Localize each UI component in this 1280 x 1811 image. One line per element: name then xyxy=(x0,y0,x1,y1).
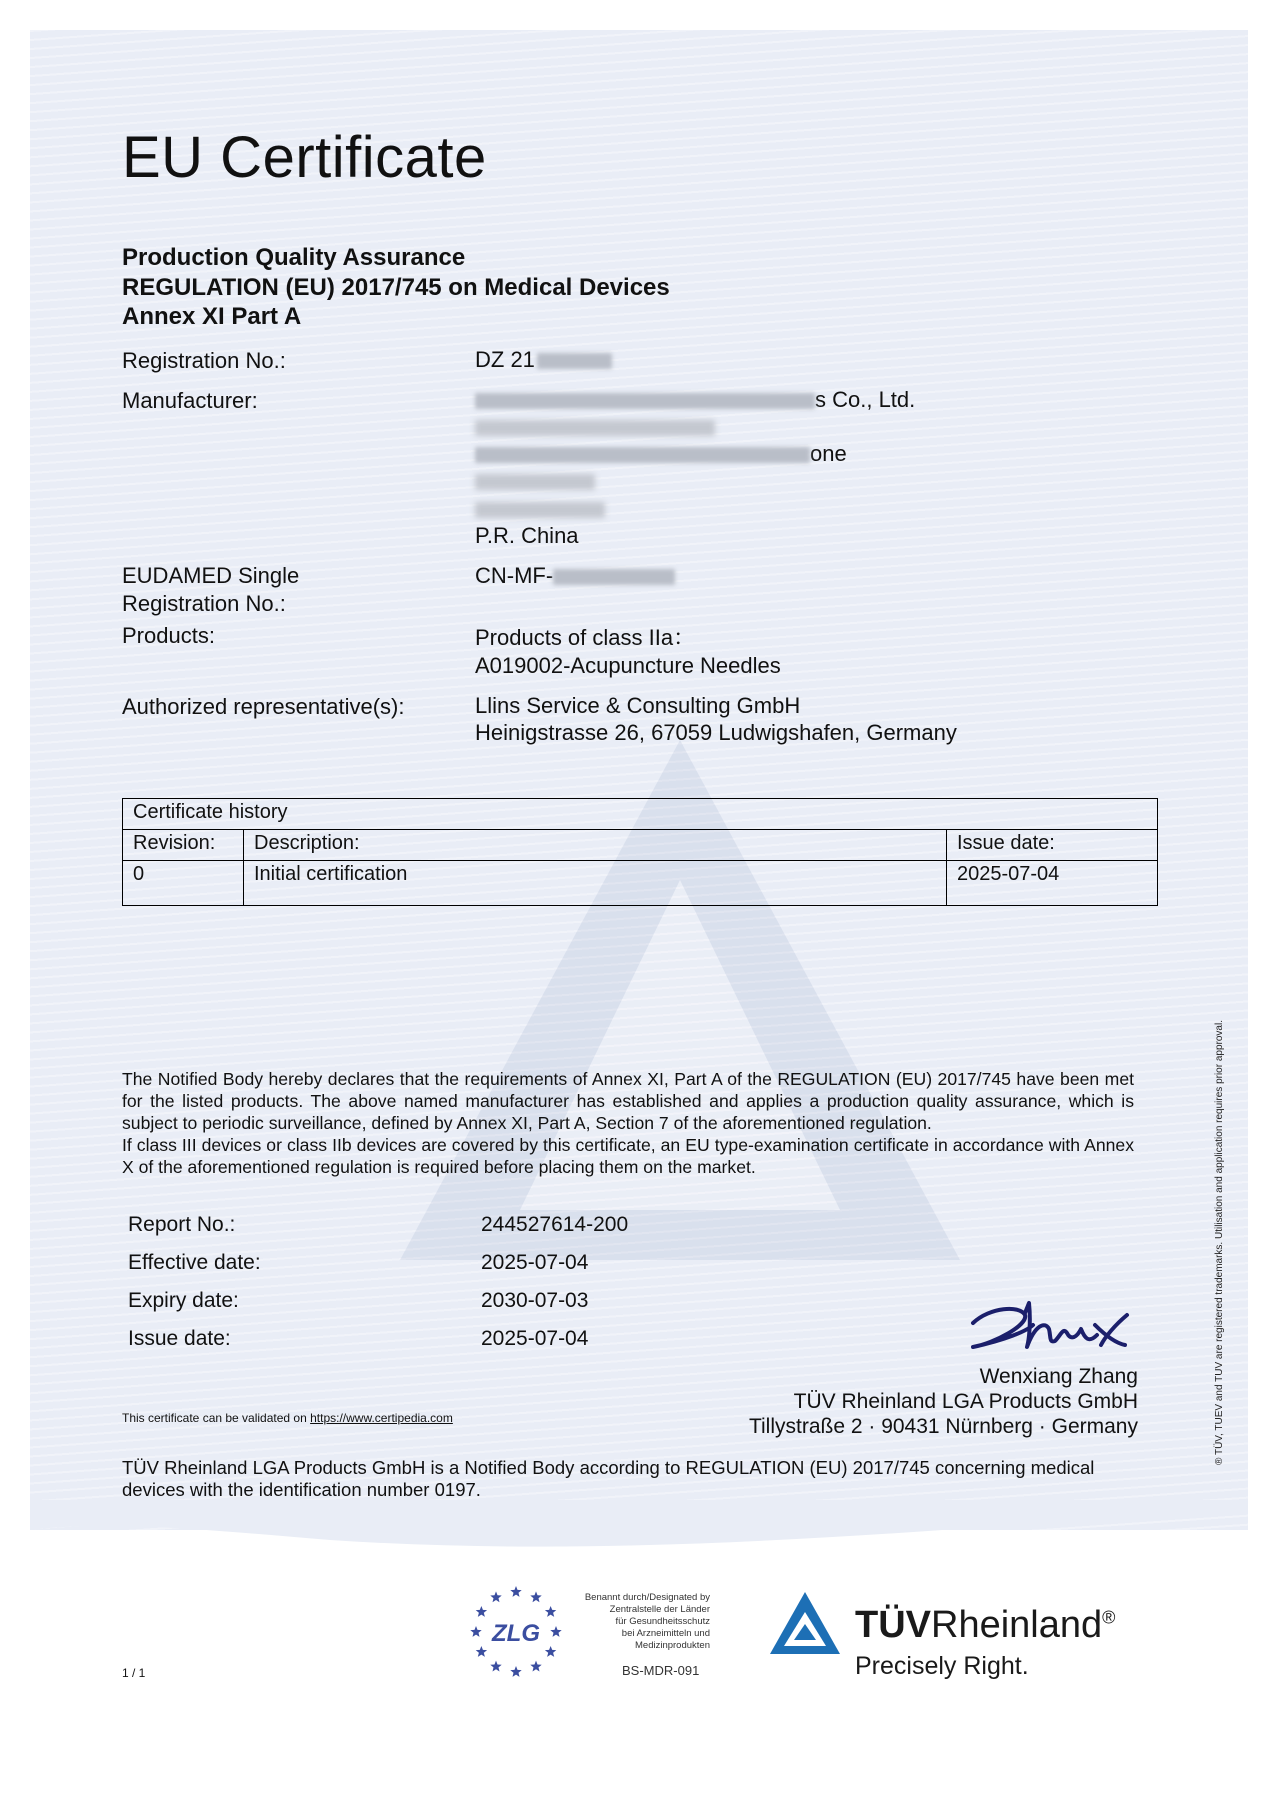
issue-label: Issue date: xyxy=(128,1327,231,1350)
tuv-brand-rest: Rheinland xyxy=(931,1604,1103,1646)
tuv-brand xyxy=(855,1604,1115,1647)
zlg-star-icon xyxy=(545,1646,556,1657)
document-title: EU Certificate xyxy=(122,125,487,190)
declaration-paragraph-1: The Notified Body hereby declares that the requirements of Annex XI, Part A of the REGULATION (EU) 2017/745 have been met for the listed products. The above named manufacturer has established and applies a production quality assurance, which is subject to periodic surveillance, defined by Annex XI, Part A, Section 7 of the aforementioned regulation. xyxy=(122,1069,1134,1133)
zlg-designation xyxy=(570,1592,710,1652)
signer-name: Wenxiang Zhang xyxy=(979,1365,1138,1388)
manufacturer-country: P.R. China xyxy=(475,523,579,548)
validation-note xyxy=(122,1411,453,1425)
authrep-line-2: Heinigstrasse 26, 67059 Ludwigshafen, Germany xyxy=(475,720,957,745)
zlg-star-icon xyxy=(470,1626,481,1637)
zlg-line-4: Medizinprodukten xyxy=(635,1640,710,1651)
report-value: 244527614-200 xyxy=(481,1213,629,1236)
registered-mark: ® xyxy=(1102,1607,1116,1628)
redacted-block xyxy=(475,474,595,490)
zlg-star-icon xyxy=(530,1661,541,1672)
zlg-star-icon xyxy=(530,1591,541,1602)
zlg-star-icon xyxy=(510,1666,521,1677)
zlg-designated-by: Benannt durch/Designated by xyxy=(584,1592,710,1603)
redacted-block xyxy=(537,353,612,369)
signer-address: Tillystraße 2 · 90431 Nürnberg · Germany xyxy=(748,1415,1138,1438)
products-line-2: A019002-Acupuncture Needles xyxy=(475,653,781,678)
declaration-text xyxy=(122,1068,1134,1178)
zlg-line-2: für Gesundheitsschutz xyxy=(615,1616,710,1627)
redacted-block xyxy=(475,502,605,518)
tuv-triangle-logo xyxy=(768,1590,842,1656)
expiry-label: Expiry date: xyxy=(128,1289,239,1312)
authrep-line-1: Llins Service & Consulting GmbH xyxy=(475,693,801,718)
table-row xyxy=(123,861,1158,906)
zlg-star-icon xyxy=(490,1591,501,1602)
zlg-logo-text: ZLG xyxy=(492,1620,540,1647)
page-wave-edge xyxy=(30,1500,1248,1560)
eudamed-label-2: Registration No.: xyxy=(122,591,286,616)
redacted-block xyxy=(475,393,815,409)
issue-value: 2025-07-04 xyxy=(481,1327,589,1350)
subtitle-line-2: REGULATION (EU) 2017/745 on Medical Devices xyxy=(122,274,670,301)
registration-value xyxy=(475,346,612,374)
signature xyxy=(965,1285,1150,1355)
eudamed-value xyxy=(475,562,675,590)
manufacturer-line-3 xyxy=(475,440,847,468)
validation-text: This certificate can be validated on xyxy=(122,1411,311,1425)
history-revision: 0 xyxy=(123,861,244,906)
eudamed-prefix: CN-MF- xyxy=(475,563,554,588)
zlg-star-icon xyxy=(476,1646,487,1657)
zlg-star-icon xyxy=(510,1586,521,1597)
registration-label: Registration No.: xyxy=(122,348,286,373)
products-line-1: Products of class IIa： xyxy=(475,625,696,650)
authrep-label: Authorized representative(s): xyxy=(122,694,405,719)
history-col-revision: Revision: xyxy=(123,830,244,861)
redacted-block xyxy=(553,569,675,585)
zlg-code: BS-MDR-091 xyxy=(622,1663,700,1678)
zlg-line-1: Zentralstelle der Länder xyxy=(609,1604,710,1615)
zlg-star-icon xyxy=(476,1606,487,1617)
report-label: Report No.: xyxy=(128,1213,236,1236)
page-number: 1 / 1 xyxy=(122,1666,146,1680)
tuv-brand-bold: TÜV xyxy=(855,1604,931,1646)
effective-label: Effective date: xyxy=(128,1251,261,1274)
history-col-description: Description: xyxy=(244,830,947,861)
zlg-star-icon xyxy=(550,1626,561,1637)
zlg-line-3: bei Arzneimitteln und xyxy=(621,1628,710,1639)
subtitle-line-1: Production Quality Assurance xyxy=(122,244,466,271)
signer-company: TÜV Rheinland LGA Products GmbH xyxy=(793,1390,1138,1413)
redacted-block xyxy=(475,420,715,436)
trademark-side-note: ® TÜV, TUEV and TUV are registered trademarks. Utilisation and application requires prior approval. xyxy=(1214,1020,1225,1465)
manufacturer-line-3-tail: one xyxy=(810,441,847,466)
registration-prefix: DZ 21 xyxy=(475,347,535,372)
products-label: Products: xyxy=(122,623,215,648)
manufacturer-label: Manufacturer: xyxy=(122,388,258,413)
manufacturer-line-1 xyxy=(475,386,915,414)
zlg-star-icon xyxy=(490,1661,501,1672)
history-caption: Certificate history xyxy=(123,799,1158,830)
expiry-value: 2030-07-03 xyxy=(481,1289,589,1312)
manufacturer-line-1-tail: s Co., Ltd. xyxy=(815,387,916,412)
notified-body-statement: TÜV Rheinland LGA Products GmbH is a Notified Body according to REGULATION (EU) 2017/745 concerning medical devices with the identification number 0197. xyxy=(122,1457,1095,1500)
certificate-history-table xyxy=(122,798,1158,906)
zlg-star-icon xyxy=(545,1606,556,1617)
redacted-block xyxy=(475,447,810,463)
tuv-slogan: Precisely Right. xyxy=(855,1652,1029,1680)
subtitle-line-3: Annex XI Part A xyxy=(122,303,302,330)
declaration-paragraph-2: If class III devices or class IIb devices are covered by this certificate, an EU type-examination certificate in accordance with Annex X of the aforementioned regulation is required before placing them on the market. xyxy=(122,1135,1134,1177)
history-description: Initial certification xyxy=(244,861,947,906)
eudamed-label-1: EUDAMED Single xyxy=(122,563,300,588)
effective-value: 2025-07-04 xyxy=(481,1251,589,1274)
history-issue-date: 2025-07-04 xyxy=(947,861,1158,906)
history-col-issue: Issue date: xyxy=(947,830,1158,861)
certipedia-link[interactable]: https://www.certipedia.com xyxy=(310,1411,453,1425)
